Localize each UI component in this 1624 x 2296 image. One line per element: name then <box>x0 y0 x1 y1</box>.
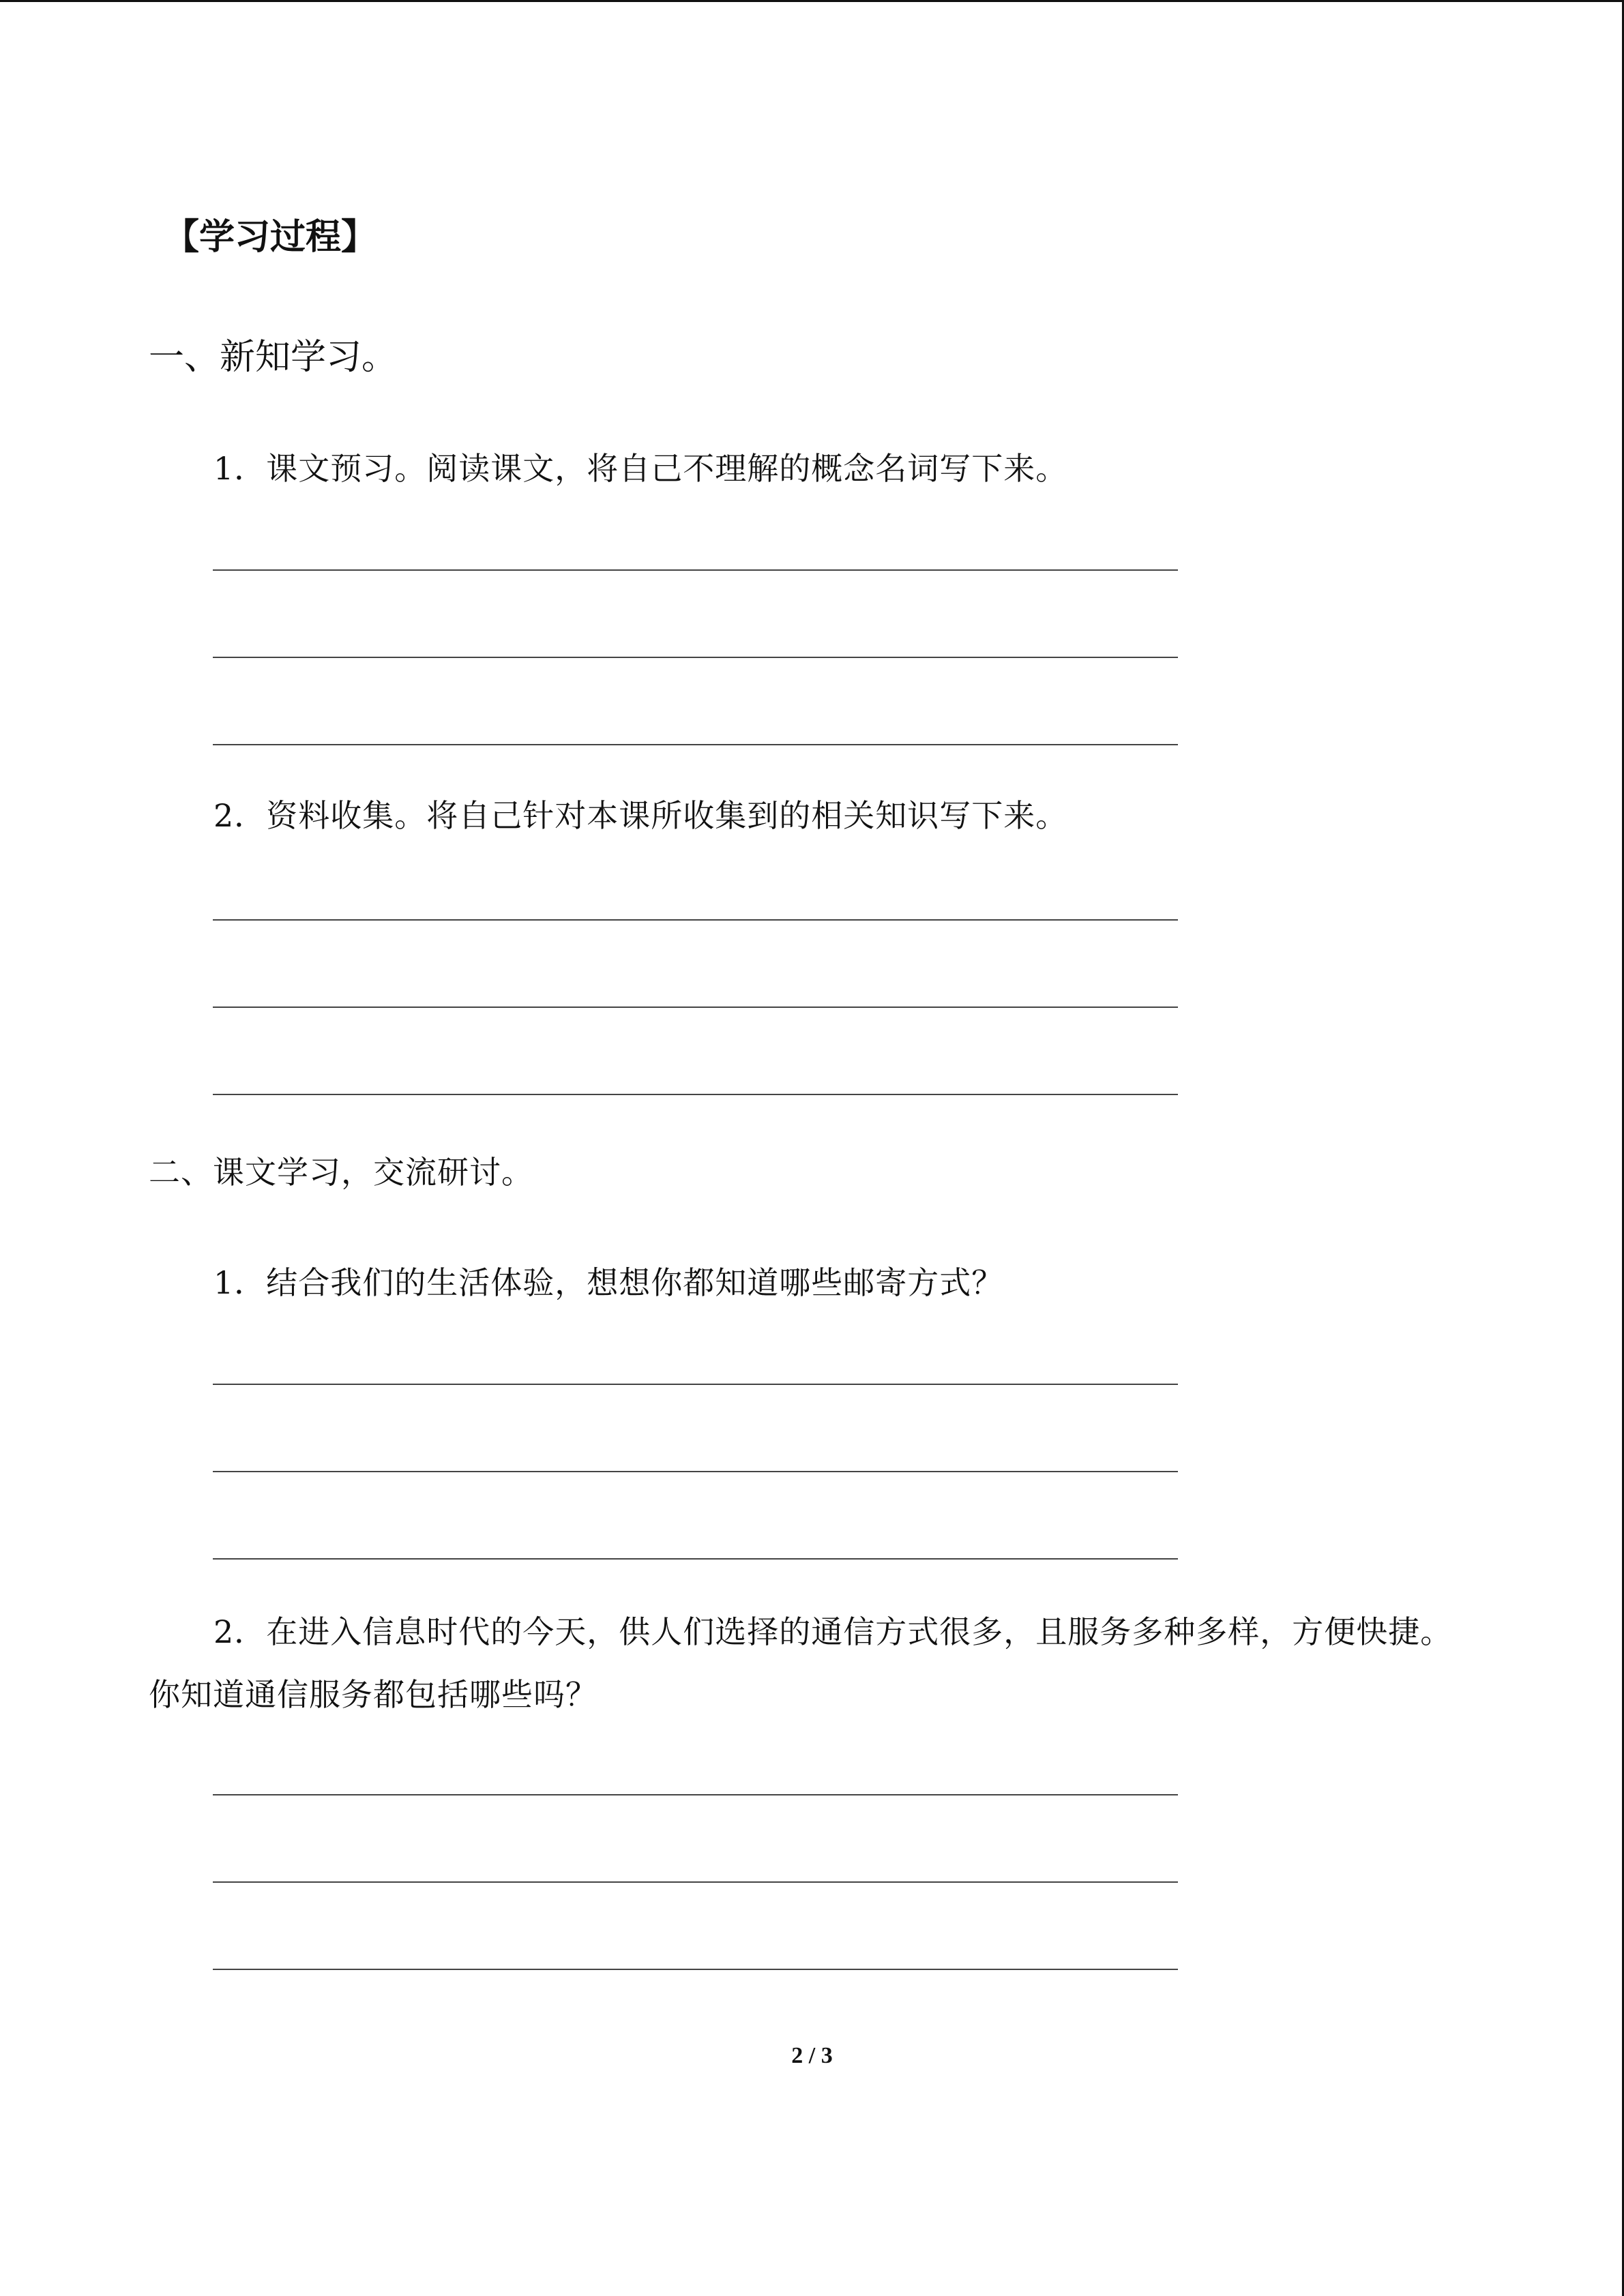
answer-line[interactable] <box>213 919 1178 921</box>
part-heading-1: 一、新知学习。 <box>149 337 398 378</box>
question-1-1: 1．课文预习。阅读课文，将自己不理解的概念名词写下来。 <box>213 450 1068 487</box>
answer-line[interactable] <box>213 1007 1178 1008</box>
answer-line[interactable] <box>213 744 1178 745</box>
answer-line[interactable] <box>213 1094 1178 1095</box>
answer-line[interactable] <box>213 1794 1178 1795</box>
page-number: 2 / 3 <box>791 2043 833 2068</box>
answer-line[interactable] <box>213 1969 1178 1970</box>
part-heading-2: 二、课文学习，交流研讨。 <box>149 1154 533 1191</box>
answer-line[interactable] <box>213 1384 1178 1385</box>
question-1-2: 2．资料收集。将自己针对本课所收集到的相关知识写下来。 <box>213 797 1068 834</box>
answer-line[interactable] <box>213 1881 1178 1883</box>
answer-line[interactable] <box>213 1558 1178 1560</box>
question-2-2: 2．在进入信息时代的今天，供人们选择的通信方式很多，且服务多种多样，方便快捷。你知道通信服务都包括哪些吗？ <box>149 1613 1453 1713</box>
section-heading: 【学习过程】 <box>164 216 377 258</box>
answer-line[interactable] <box>213 1471 1178 1472</box>
question-2-1: 1．结合我们的生活体验，想想你都知道哪些邮寄方式？ <box>213 1264 1004 1301</box>
answer-line[interactable] <box>213 657 1178 658</box>
answer-line[interactable] <box>213 569 1178 571</box>
